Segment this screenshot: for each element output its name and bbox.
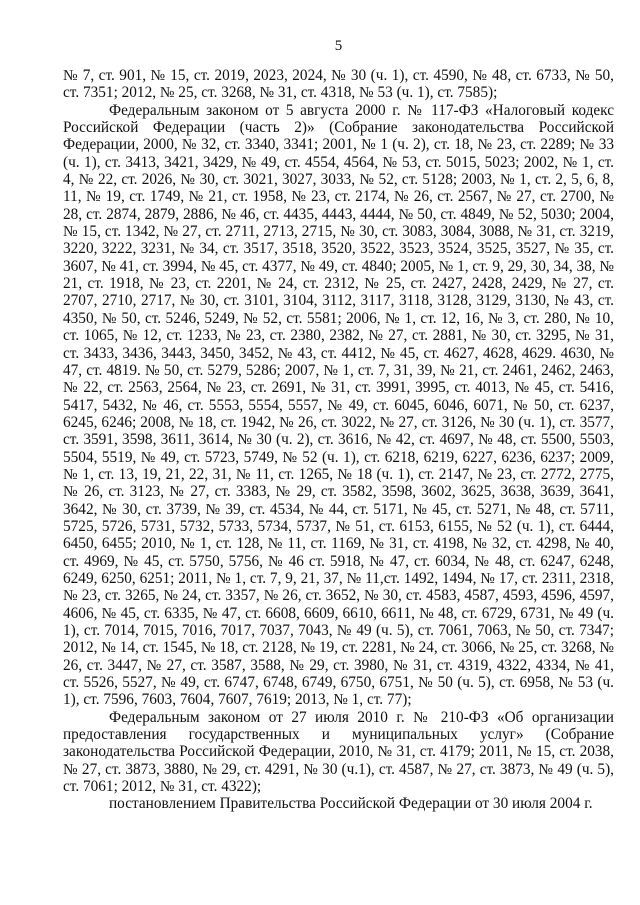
paragraph-continuation: № 7, ст. 901, № 15, ст. 2019, 2023, 2024, № 30 (ч. 1), ст. 4590, № 48, ст. 6733, № 50, ст. 7351; 2012, № 25, ст. 3268, № 31, ст. 4318, № 53 (ч. 1), ст. 7585); xyxy=(63,67,614,102)
paragraph-government-resolution: постановлением Правительства Российской Федерации от 30 июля 2004 г. xyxy=(109,795,593,813)
document-body xyxy=(63,67,614,813)
paragraph-state-services-law: Федеральным законом от 27 июля 2010 г. № 210-ФЗ «Об организации предоставления государственных и муниципальных услуг» (Собрание законодательства Российской Федерации, 2010, № 31, ст. 4179; 2011, № 15, ст. 2038, № 27, ст. 3873, 3880, № 29, ст. 4291, № 30 (ч.1), ст. 4587, № 27, ст. 3873, № 49 (ч. 5), ст. 7061; 2012, № 31, ст. 4322); xyxy=(63,708,614,796)
page-number: 5 xyxy=(334,38,343,54)
paragraph-tax-code-law: Федеральным законом от 5 августа 2000 г. № 117-ФЗ «Налоговый кодекс Российской Федерации (часть 2)» (Собрание законодательства Российской Федерации, 2000, № 32, ст. 3340, 3341; 2001, № 1 (ч. 2), ст. 18, № 23, ст. 2289; № 33 (ч. 1), ст. 3413, 3421, 3429, № 49, ст. 4554, 4564, № 53, ст. 5015, 5023; 2002, № 1, ст. 4, № 22, ст. 2026, № 30, ст. 3021, 3027, 3033, № 52, ст. 5128; 2003, № 1, ст. 2, 5, 6, 8, 11, № 19, ст. 1749, № 21, ст. 1958, № 23, ст. 2174, № 26, ст. 2567, № 27, ст. 2700, № 28, ст. 2874, 2879, 2886, № 46, ст. 4435, 4443, 4444, № 50, ст. 4849, № 52, 5030; 2004, № 15, ст. 1342, № 27, ст. 2711, 2713, 2715, № 30, ст. 3083, 3084, 3088, № 31, ст. 3219, 3220, 3222, 3231, № 34, ст. 3517, 3518, 3520, 3522, 3523, 3524, 3525, 3527, № 35, ст. 3607, № 41, ст. 3994, № 45, ст. 4377, № 49, ст. 4840; 2005, № 1, ст. 9, 29, 30, 34, 38, № 21, ст. 1918, № 23, ст. 2201, № 24, ст. 2312, № 25, ст. 2427, 2428, 2429, № 27, ст. 2707, 2710, 2717, № 30, ст. 3101, 3104, 3112, 3117, 3118, 3128, 3129, 3130, № 43, ст. 4350, № 50, ст. 5246, 5249, № 52, ст. 5581; 2006, № 1, ст. 12, 16, № 3, ст. 280, № 10, ст. 1065, № 12, ст. 1233, № 23, ст. 2380, 2382, № 27, ст. 2881, № 30, ст. 3295, № 31, ст. 3433, 3436, 3443, 3450, 3452, № 43, ст. 4412, № 45, ст. 4627, 4628, 4629. 4630, № 47, ст. 4819. № 50, ст. 5279, 5286; 2007, № 1, ст. 7, 31, 39, № 21, ст. 2461, 2462, 2463, № 22, ст. 2563, 2564, № 23, ст. 2691, № 31, ст. 3991, 3995, ст. 4013, № 45, ст. 5416, 5417, 5432, № 46, ст. 5553, 5554, 5557, № 49, ст. 6045, 6046, 6071, № 50, ст. 6237, 6245, 6246; 2008, № 18, ст. 1942, № 26, ст. 3022, № 27, ст. 3126, № 30 (ч. 1), ст. 3577, ст. 3591, 3598, 3611, 3614, № 30 (ч. 2), ст. 3616, № 42, ст. 4697, № 48, ст. 5500, 5503, 5504, 5519, № 49, ст. 5723, 5749, № 52 (ч. 1), ст. 6218, 6219, 6227, 6236, 6237; 2009, № 1, ст. 13, 19, 21, 22, 31, № 11, ст. 1265, № 18 (ч. 1), ст. 2147, № 23, ст. 2772, 2775, № 26, ст. 3123, № 27, ст. 3383, № 29, ст. 3582, 3598, 3602, 3625, 3638, 3639, 3641, 3642, № 30, ст. 3739, № 39, ст. 4534, № 44, ст. 5171, № 45, ст. 5271, № 48, ст. 5711, 5725, 5726, 5731, 5732, 5733, 5734, 5737, № 51, ст. 6153, 6155, № 52 (ч. 1), ст. 6444, 6450, 6455; 2010, № 1, ст. 128, № 11, ст. 1169, № 31, ст. 4198, № 32, ст. 4298, № 40, ст. 4969, № 45, ст. 5750, 5756, № 46 ст. 5918, № 47, ст. 6034, № 48, ст. 6247, 6248, 6249, 6250, 6251; 2011, № 1, ст. 7, 9, 21, 37, № 11,ст. 1492, 1494, № 17, ст. 2311, 2318, № 23, ст. 3265, № 24, ст. 3357, № 26, ст. 3652, № 30, ст. 4583, 4587, 4593, 4596, 4597, 4606, № 45, ст. 6335, № 47, ст. 6608, 6609, 6610, 6611, № 48, ст. 6729, 6731, № 49 (ч. 1), ст. 7014, 7015, 7016, 7017, 7037, 7043, № 49 (ч. 5), ст. 7061, 7063, № 50, ст. 7347; 2012, № 14, ст. 1545, № 18, ст. 2128, № 19, ст. 2281, № 24, ст. 3066, № 25, ст. 3268, № 26, ст. 3447, № 27, ст. 3587, 3588, № 29, ст. 3980, № 31, ст. 4319, 4322, 4334, № 41, ст. 5526, 5527, № 49, ст. 6747, 6748, 6749, 6750, 6751, № 50 (ч. 5), ст. 6958, № 53 (ч. 1), ст. 7596, 7603, 7604, 7607, 7619; 2013, № 1, ст. 77); xyxy=(63,101,615,709)
